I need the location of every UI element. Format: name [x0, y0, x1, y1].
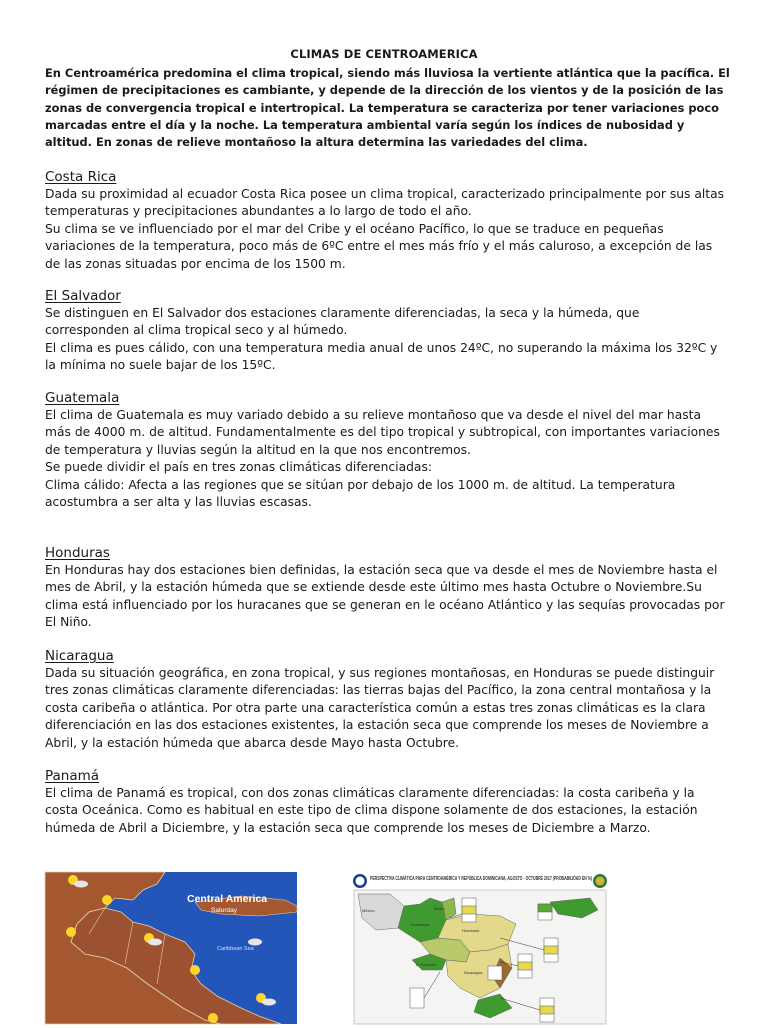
section-heading: El Salvador: [45, 288, 121, 304]
section-heading: Nicaragua: [45, 648, 114, 664]
map-label-el-salvador: El Salvador: [416, 962, 437, 967]
section-heading: Guatemala: [45, 390, 120, 406]
section-guatemala: [45, 390, 725, 511]
map-label-honduras: Honduras: [462, 928, 480, 933]
map-label-nicaragua: Nicaragua: [464, 970, 483, 975]
section-body: El clima de Panamá es tropical, con dos zonas climáticas claramente diferenciadas: la costa caribeña y la costa Oceánica. Como es habitual en este tipo de clima dispone solamente de dos estaciones, la estación húmeda de Abril a Diciembre, y la estación seca que comprende los meses de Diciembre a Marzo.: [45, 786, 698, 835]
section-costa-rica: [45, 169, 725, 273]
section-heading: Honduras: [45, 545, 110, 561]
section-heading: Costa Rica: [45, 169, 117, 185]
section-body: El clima de Guatemala es muy variado debido a su relieve montañoso que va desde el nivel del mar hasta más de 4000 m. de altitud. Fundamentalmente es del tipo tropical y subtropical, con importantes variaciones de temperatura y lluvias según la altitud en la que nos encontremos. Se puede dividir el país en tres zonas climáticas diferenciadas: Clima cálido: Afecta a las regiones que se sitúan por debajo de los 1000 m. de altitud. La temperatura acostumbra a ser alta y las lluvias escasas.: [45, 408, 720, 510]
climate-outlook-map: [350, 858, 686, 1024]
weather-map-title: Central America: [187, 893, 268, 905]
section-nicaragua: [45, 648, 725, 752]
map-label-mexico: México: [362, 908, 375, 913]
section-body: En Honduras hay dos estaciones bien definidas, la estación seca que va desde el mes de Noviembre hasta el mes de Abril, y la estación húmeda que se extiende desde este último mes hasta Octubre o Noviembre.Su clima está influenciado por los huracanes que se generan en le océano Atlántico y las sequías provocadas por El Niño.: [45, 563, 725, 630]
section-heading: Panamá: [45, 768, 100, 784]
central-america-weather-map: [45, 872, 297, 1024]
weather-map-subtitle: Saturday: [211, 907, 238, 914]
weather-map-sea-label: Caribbean Sea: [217, 946, 254, 952]
section-body: Dada su proximidad al ecuador Costa Rica posee un clima tropical, caracterizado principalmente por sus altas temperaturas y precipitaciones abundantes a lo largo de todo el año. Su clima se ve influenciado por el mar del Cribe y el océano Pacífico, lo que se traduce en pequeñas variaciones de la temperatura, poco más de 6ºC entre el mes más frío y el más caluroso, a excepción de las de las zonas situadas por encima de los 1500 m.: [45, 187, 725, 271]
document-title: CLIMAS DE CENTROAMERICA: [290, 47, 478, 61]
map-label-belice: Belice: [434, 906, 445, 911]
section-body: Dada su situación geográfica, en zona tropical, y sus regiones montañosas, en Honduras se puede distinguir tres zonas climáticas claramente diferenciadas: las tierras bajas del Pacífico, la zona central montañosa y la costa caribeña o atlántica. Por otra parte una característica común a estas tres zonas climáticas es la clara diferenciación en las dos estaciones existentes, la estación seca que comprende los meses de Noviembre a Abril, y la estación húmeda que abarca desde Mayo hasta Octubre.: [45, 666, 715, 750]
intro-paragraph: En Centroamérica predomina el clima tropical, siendo más lluviosa la vertiente atlántica que la pacífica. El régimen de precipitaciones es cambiante, y depende de la dirección de los vientos y de la posición de las zonas de convergencia tropical e intertropical. La temperatura se caracteriza por tener variaciones poco marcadas entre el día y la noche. La temperatura ambiental varía según los índices de nubosidad y altitud. En zonas de relieve montañoso la altura determina las variedades del clima.: [45, 66, 730, 150]
section-honduras: [45, 545, 725, 632]
outlook-map-title: PERSPECTIVA CLIMÁTICA PARA CENTROAMÉRICA Y REPÚBLICA DOMINICANA, AGOSTO - OCTUBRE 2017 (PROBABILIDAD EN %): [370, 876, 686, 882]
section-body: Se distinguen en El Salvador dos estaciones claramente diferenciadas, la seca y la húmeda, que corresponden al clima tropical seco y al húmedo. El clima es pues cálido, con una temperatura media anual de unos 24ºC, no superando la máxima los 32ºC y la mínima no suele bajar de los 15ºC.: [45, 306, 718, 373]
map-label-guatemala: Guatemala: [410, 922, 430, 927]
section-el-salvador: [45, 288, 725, 375]
section-panama: [45, 768, 725, 837]
